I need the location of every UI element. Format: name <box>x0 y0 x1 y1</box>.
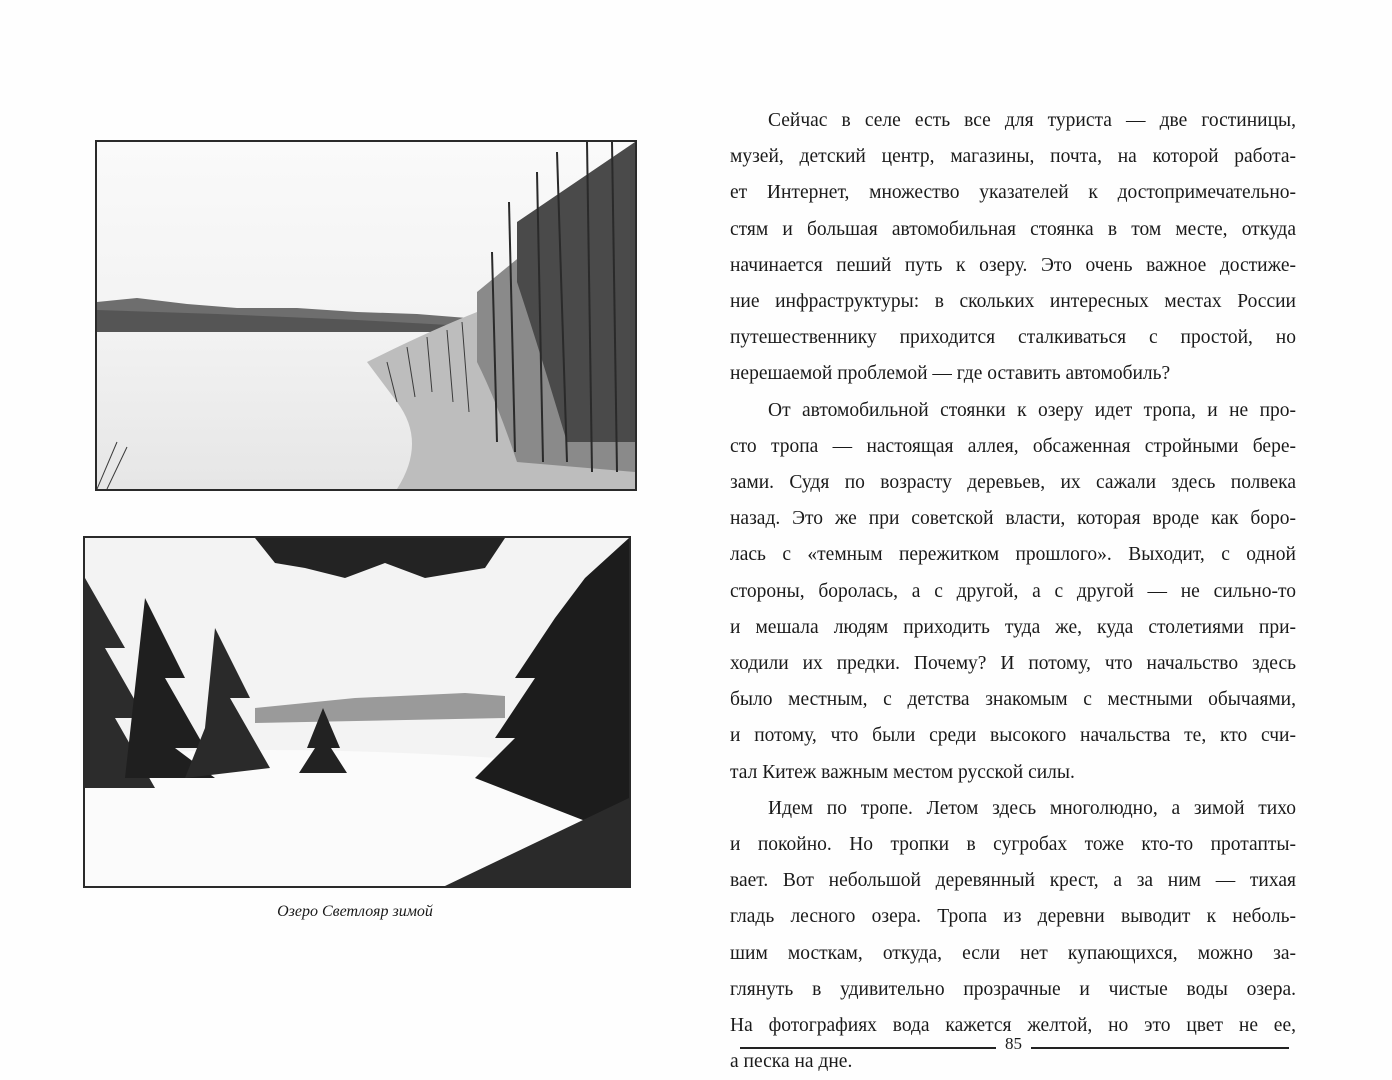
page-number: 85 <box>1005 1034 1022 1053</box>
winter-lake-reeds-image <box>97 142 635 489</box>
text-line: нерешаемой проблемой — где оставить автомобиль? <box>730 363 1171 385</box>
text-line: От автомобильной стоянки к озеру идет тропа, и не про- <box>768 399 1296 421</box>
text-line: и мешала людям приходить туда же, куда столетиями при- <box>730 616 1296 638</box>
text-line: и потому, что были среди высокого начальства те, кто счи- <box>730 725 1296 747</box>
text-line: путешественнику приходится сталкиваться с простой, но <box>730 327 1296 349</box>
text-column <box>730 103 1296 1080</box>
text-line: ние инфраструктуры: в скольких интересных местах России <box>730 291 1296 313</box>
text-line: начинается пеший путь к озеру. Это очень важное достиже- <box>730 254 1296 276</box>
photo-caption: Озеро Светлояр зимой <box>277 903 433 920</box>
text-line: лась с «темным пережитком прошлого». Выходит, с одной <box>730 544 1296 566</box>
text-line: музей, детский центр, магазины, почта, на которой работа- <box>730 146 1296 168</box>
text-line: Сейчас в селе есть все для туриста — две гостиницы, <box>768 110 1296 131</box>
text-line: ет Интернет, множество указателей к достопримечательно- <box>730 182 1296 204</box>
text-line: тал Китеж важным местом русской силы. <box>730 761 1075 783</box>
text-line: шим мосткам, откуда, если нет купающихся, можно за- <box>730 942 1296 964</box>
paragraph-2 <box>730 393 1296 791</box>
footer-rule-right <box>1031 1047 1289 1049</box>
text-line: было местным, с детства знакомым с местными обычаями, <box>730 689 1296 711</box>
page-footer <box>740 1034 1290 1058</box>
text-line: вает. Вот небольшой деревянный крест, а за ним — тихая <box>730 870 1296 892</box>
text-line: сто тропа — настоящая аллея, обсаженная стройными бере- <box>730 435 1296 457</box>
text-line: глянуть в удивительно прозрачные и чистые воды озера. <box>730 978 1296 1000</box>
text-line: Идем по тропе. Летом здесь многолюдно, а зимой тихо <box>768 797 1296 819</box>
text-line: а песка на дне. <box>730 1051 853 1073</box>
paragraph-1 <box>730 103 1296 393</box>
text-line: стороны, боролась, а с другой, а с другой — не сильно-то <box>730 580 1296 602</box>
text-line: На фотографиях вода кажется желтой, но это цвет не ее, <box>730 1015 1296 1037</box>
winter-lake-photo-top <box>95 140 637 491</box>
winter-lake-photo-bottom <box>83 536 631 888</box>
footer-rule-left <box>740 1047 996 1049</box>
winter-lake-firs-image <box>85 538 629 886</box>
text-line: гладь лесного озера. Тропа из деревни выводит к неболь- <box>730 906 1296 928</box>
text-line: ходили их предки. Почему? И потому, что начальство здесь <box>730 653 1296 675</box>
text-line: стям и большая автомобильная стоянка в том месте, откуда <box>730 218 1296 240</box>
text-line: и покойно. Но тропки в сугробах тоже кто-то протапты- <box>730 834 1296 856</box>
text-line: зами. Судя по возрасту деревьев, их сажали здесь полвека <box>730 472 1296 494</box>
text-line: назад. Это же при советской власти, которая вроде как боро- <box>730 508 1296 530</box>
